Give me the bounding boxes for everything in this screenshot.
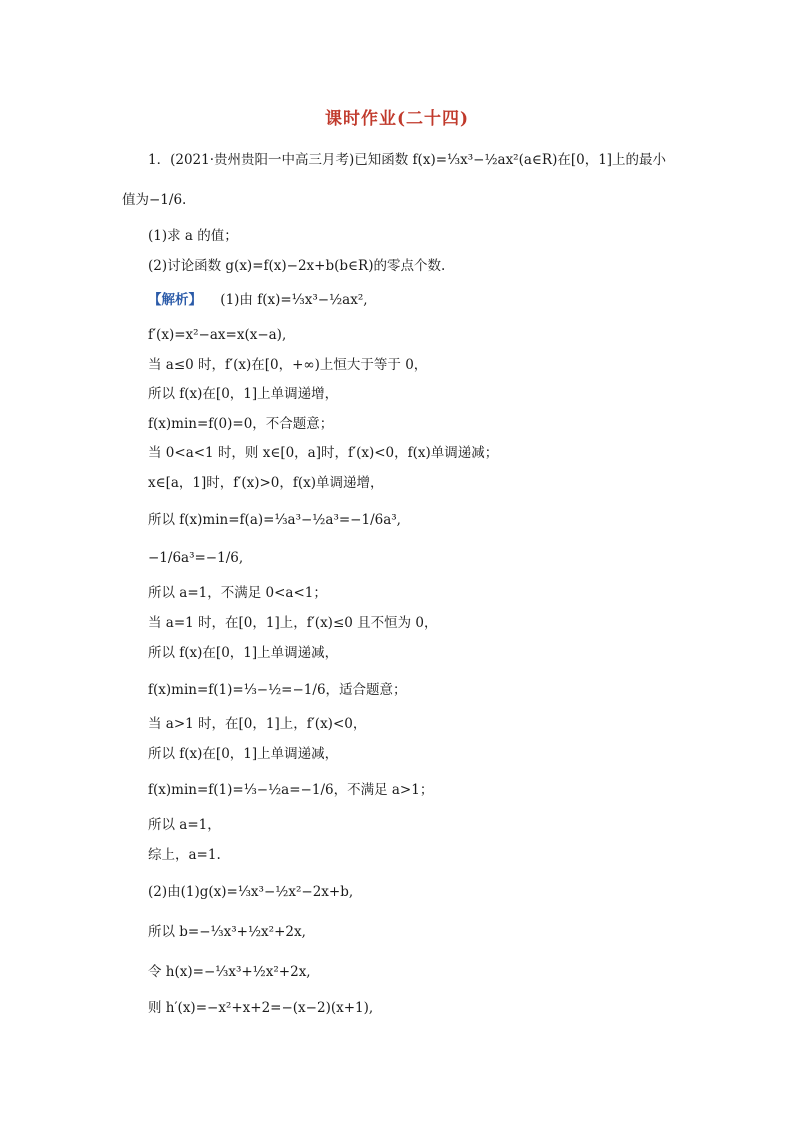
step: −1/6a³=−1/6, xyxy=(148,550,244,566)
step: (1)由 f(x)=⅓x³−½ax², xyxy=(220,292,368,308)
step: 所以 f(x)在[0，1]上单调递减， xyxy=(148,645,339,661)
solution-label: 【解析】 xyxy=(148,292,202,308)
step: 当 a≤0 时，f′(x)在[0，+∞)上恒大于等于 0， xyxy=(148,357,428,373)
question-1: (1)求 a 的值； xyxy=(148,228,238,244)
problem-line-1: 1．(2021·贵州贵阳一中高三月考)已知函数 f(x)=⅓x³−½ax²(a∈R)在[0，1]上的最小 xyxy=(148,152,667,168)
step: 令 h(x)=−⅓x³+½x²+2x, xyxy=(148,964,311,980)
step: 所以 f(x)min=f(a)=⅓a³−½a³=−1/6a³, xyxy=(148,512,401,528)
step: 所以 b=−⅓x³+½x²+2x, xyxy=(148,924,306,940)
step: f(x)min=f(1)=⅓−½a=−1/6，不满足 a>1； xyxy=(148,782,434,798)
problem-line-2: 值为−1/6. xyxy=(122,192,187,208)
step: f′(x)=x²−ax=x(x−a), xyxy=(148,327,287,343)
solution-first-line xyxy=(148,290,368,310)
step: x∈[a，1]时，f′(x)>0，f(x)单调递增， xyxy=(148,475,384,491)
page-title: 课时作业(二十四) xyxy=(324,109,470,129)
step: 当 0<a<1 时，则 x∈[0，a]时，f′(x)<0，f(x)单调递减； xyxy=(148,445,499,461)
step: 所以 f(x)在[0，1]上单调递减， xyxy=(148,746,339,762)
step: (2)由(1)g(x)=⅓x³−½x²−2x+b, xyxy=(148,884,354,900)
step: f(x)min=f(0)=0，不合题意； xyxy=(148,416,334,432)
step: f(x)min=f(1)=⅓−½=−1/6，适合题意； xyxy=(148,682,407,698)
question-2: (2)讨论函数 g(x)=f(x)−2x+b(b∈R)的零点个数. xyxy=(148,258,446,274)
step: 当 a=1 时，在[0，1]上，f′(x)≤0 且不恒为 0， xyxy=(148,615,438,631)
step: 则 h′(x)=−x²+x+2=−(x−2)(x+1), xyxy=(148,1000,374,1016)
step: 所以 a=1，不满足 0<a<1； xyxy=(148,585,327,601)
step: 综上，a=1. xyxy=(148,847,221,863)
step: 所以 f(x)在[0，1]上单调递增， xyxy=(148,386,339,402)
step: 所以 a=1， xyxy=(148,817,221,833)
step: 当 a>1 时，在[0，1]上，f′(x)<0， xyxy=(148,716,367,732)
